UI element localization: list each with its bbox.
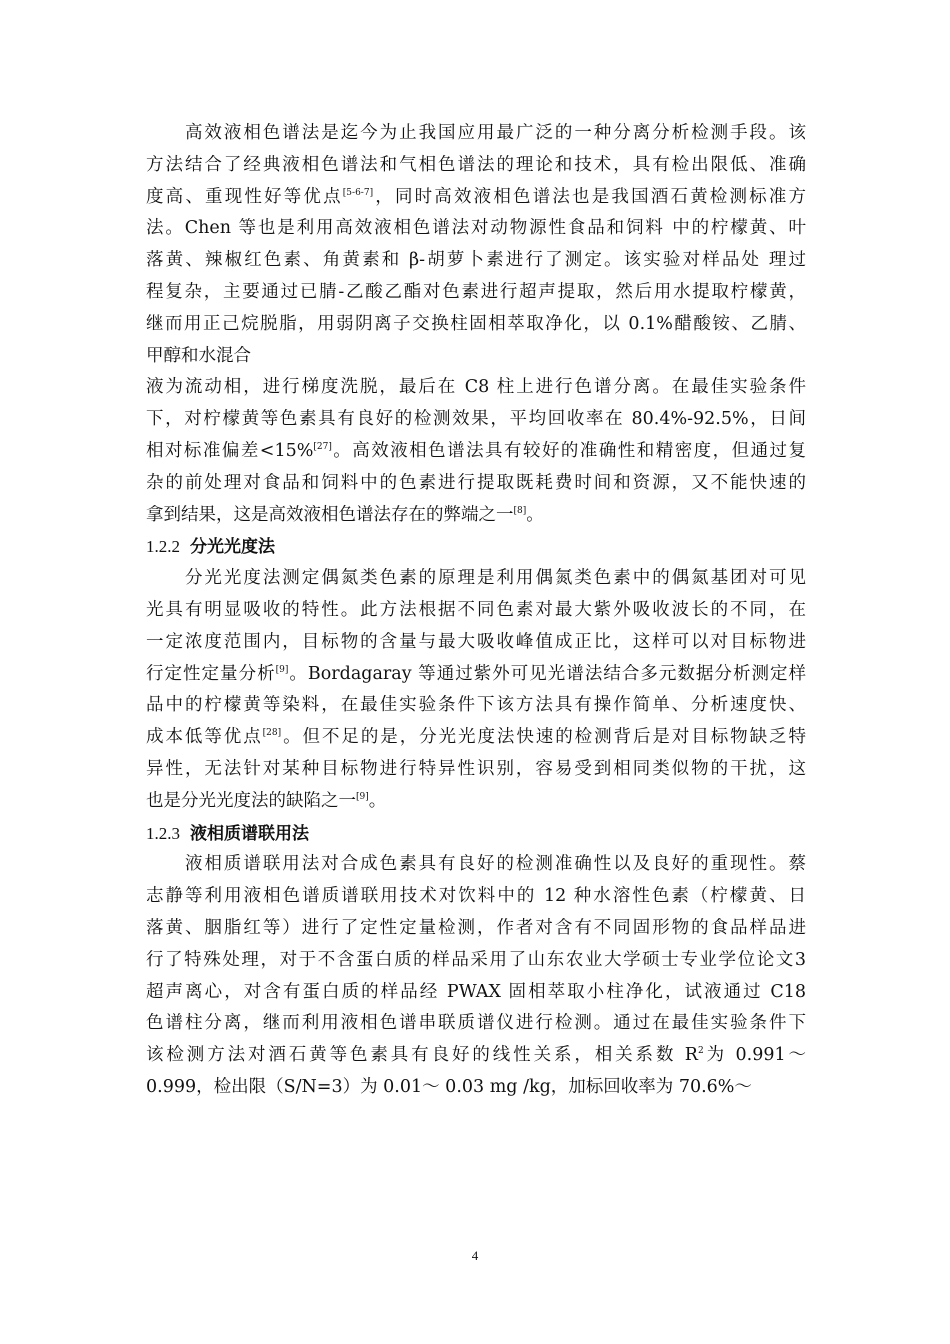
citation-superscript: [9]: [356, 791, 369, 802]
text-line: 甲醇和水混合: [146, 345, 251, 366]
text-segment: 度高、重现性好等优点: [146, 186, 343, 207]
text-line: 液相质谱联用法对合成色素具有良好的检测准确性以及良好的重现性。蔡: [146, 854, 806, 875]
text-line: 品中的柠檬黄等染料，在最佳实验条件下该方法具有操作简单、分析速度快、: [146, 695, 806, 716]
text-line: 落黄、辣椒红色素、角黄素和 β-胡萝卜素进行了测定。该实验对样品处 理过: [146, 250, 806, 271]
text-segment: 相对标准偏差<15%: [146, 440, 314, 461]
paragraph: [146, 849, 806, 1103]
text-line: [146, 436, 806, 468]
text-segment: 。但不足的是，分光光度法快速的检测背后是对目标物缺乏特: [281, 727, 806, 748]
section-title: 液相质谱联用法: [190, 823, 309, 844]
section-heading: [146, 531, 806, 563]
section-number: 1.2.3: [146, 823, 180, 843]
text-line: [146, 786, 806, 818]
text-line: 志静等利用液相色谱质谱联用技术对饮料中的 12 种水溶性色素（柠檬黄、日: [146, 886, 806, 907]
text-segment: 。: [368, 790, 387, 811]
text-line: 光具有明显吸收的特性。此方法根据不同色素对最大紫外吸收波长的不同，在: [146, 599, 806, 620]
text-line: 高效液相色谱法是迄今为止我国应用最广泛的一种分离分析检测手段。该: [146, 123, 806, 143]
citation-superscript: [5-6-7]: [342, 187, 374, 198]
text-line: 液为流动相，进行梯度洗脱，最后在 C8 柱上进行色谱分离。在最佳实验条件: [146, 377, 806, 398]
text-line: 法。Chen 等也是利用高效液相色谱法对动物源性食品和饲料 中的柠檬黄、叶: [146, 218, 806, 239]
text-segment: 为 0.991～: [703, 1045, 806, 1066]
text-segment: 拿到结果，这是高效液相色谱法存在的弊端之一: [146, 504, 514, 525]
text-segment: 。: [526, 504, 544, 525]
citation-superscript: [27]: [313, 441, 332, 452]
section-title: 分光光度法: [190, 537, 275, 558]
paragraph: [146, 118, 806, 372]
text-line: 一定浓度范围内，目标物的含量与最大吸收峰值成正比，这样可以对目标物进: [146, 631, 806, 652]
text-line: 超声离心，对含有蛋白质的样品经 PWAX 固相萃取小柱净化，试液通过 C18: [146, 981, 806, 1002]
text-segment: 。高效液相色谱法具有较好的准确性和精密度，但通过复: [331, 440, 806, 461]
text-line: 色谱柱分离，继而利用液相色谱串联质谱仪进行检测。通过在最佳实验条件下: [146, 1013, 806, 1034]
text-line: 方法结合了经典液相色谱法和气相色谱法的理论和技术，具有检出限低、准确: [146, 154, 806, 175]
text-line: [146, 659, 806, 691]
text-line: 异性，无法针对某种目标物进行特异性识别，容易受到相同类似物的干扰，这: [146, 758, 806, 779]
paragraph: [146, 372, 806, 531]
text-line: [146, 500, 806, 532]
text-line: 0.999，检出限（S/N=3）为 0.01～ 0.03 mg /kg，加标回收率为 70.6%～: [146, 1076, 752, 1097]
text-line: 落黄、胭脂红等）进行了定性定量检测，作者对含有不同固形物的食品样品进: [146, 917, 806, 938]
text-segment: 成本低等优点: [146, 727, 263, 748]
section-heading: [146, 818, 806, 850]
text-line: [146, 1040, 806, 1072]
text-segment: 该检测方法对酒石黄等色素具有良好的线性关系，相关系数 R: [146, 1045, 698, 1066]
text-segment: 也是分光光度法的缺陷之一: [146, 790, 356, 811]
text-segment: ，同时高效液相色谱法也是我国酒石黄检测标准方: [373, 186, 807, 207]
citation-superscript: [8]: [513, 505, 527, 516]
text-line: 杂的前处理对食品和饲料中的色素进行提取既耗费时间和资源，又不能快速的: [146, 472, 806, 493]
text-line: [146, 722, 806, 754]
text-line: 分光光度法测定偶氮类色素的原理是利用偶氮类色素中的偶氮基团对可见: [146, 568, 806, 589]
text-line: 行了特殊处理，对于不含蛋白质的样品采用了山东农业大学硕士专业学位论文3: [146, 949, 806, 970]
text-line: 继而用正己烷脱脂，用弱阴离子交换柱固相萃取净化，以 0.1%醋酸铵、乙腈、: [146, 313, 806, 334]
text-line: [146, 182, 806, 214]
text-line: 下，对柠檬黄等色素具有良好的检测效果，平均回收率在 80.4%-92.5%，日间: [146, 409, 806, 430]
paragraph: [146, 563, 806, 817]
citation-superscript: [28]: [262, 728, 282, 739]
text-segment: 行定性定量分析: [146, 663, 276, 684]
text-segment: 。Bordagaray 等通过紫外可见光谱法结合多元数据分析测定样: [288, 663, 806, 684]
page-number: 4: [471, 1248, 479, 1263]
citation-superscript: 2: [698, 1046, 704, 1057]
document-body: [146, 118, 806, 1104]
text-line: 程复杂，主要通过已腈-乙酸乙酯对色素进行超声提取，然后用水提取柠檬黄，: [146, 281, 806, 302]
citation-superscript: [9]: [275, 664, 289, 675]
section-number: 1.2.2: [146, 537, 180, 557]
